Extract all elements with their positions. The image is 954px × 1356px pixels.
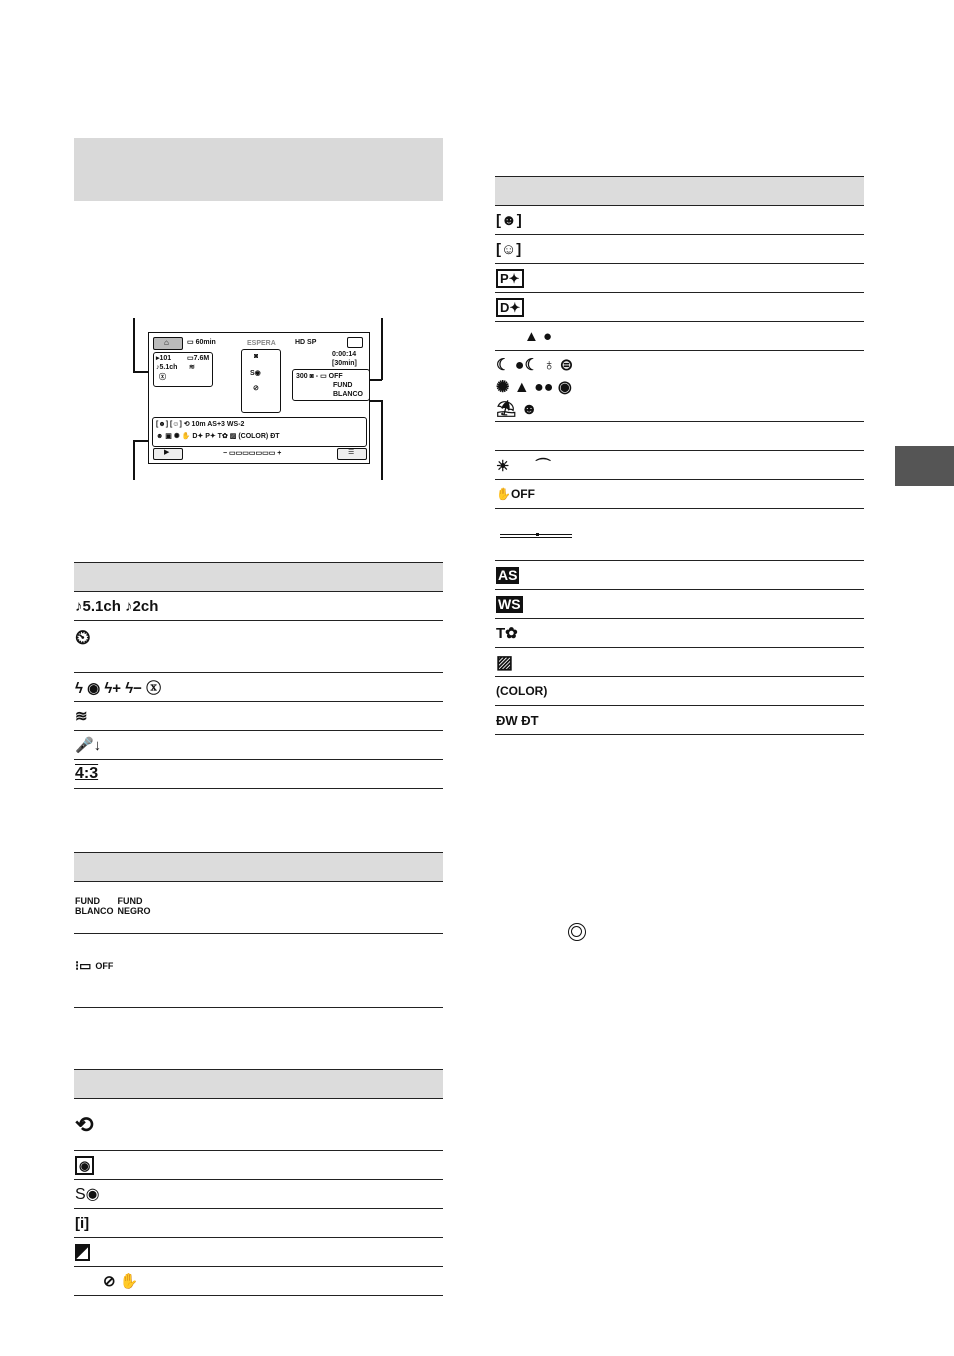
table-row [74, 621, 443, 673]
bottom-row-2: ☻ ▣ ✺ ✋ D✦ P✦ T✿ ▨ (COLOR) ÐT [156, 433, 280, 440]
table-row [495, 648, 864, 677]
shake-warning-icon: ⊘ ✋ [103, 1273, 139, 1290]
right-table [495, 176, 864, 735]
d-effect-icon: D✦ [496, 298, 524, 317]
table-row [74, 934, 443, 1008]
wifi-icon: ≋ [189, 364, 195, 371]
table-row [74, 1151, 443, 1180]
time-counter: 0:00:14 [332, 351, 357, 358]
table-row [495, 509, 864, 561]
aspect-icon: 4:3 [75, 765, 99, 782]
bg-label-2: BLANCO [333, 391, 363, 398]
table-row [74, 702, 443, 731]
table-row [495, 206, 864, 235]
flash-icons: ϟ ◉ ϟ+ ϟ− ⓧ [75, 679, 162, 697]
leader-line-right-bottom [381, 400, 383, 480]
bottom-row-1: [☻] [☺] ⟲ 10m AS+3 WS-2 [156, 421, 245, 428]
table-row [495, 706, 864, 735]
table-row [495, 677, 864, 706]
exposure-bar-icon [496, 531, 574, 539]
fader-icon: ▨ [496, 651, 514, 672]
image-size-indicator: ▭7.6M [187, 355, 210, 362]
home-icon: ⌂ [164, 338, 169, 347]
table-row [495, 351, 864, 422]
tele-macro-flower-icon: T✿ [496, 625, 518, 642]
burst-icon: ◙ [254, 353, 259, 360]
as-icon: AS [498, 566, 518, 583]
spot-meter-icon: ◉ [75, 1156, 94, 1175]
leader-line-right-top [381, 318, 383, 380]
flash-off-icon: ⓧ [159, 374, 166, 381]
audio-indicator: ♪5.1ch [156, 364, 178, 371]
table-row [495, 293, 864, 322]
table-row [74, 731, 443, 760]
table-row [495, 480, 864, 509]
remaining-time: [30min] [332, 360, 357, 367]
spot-focus-icon: S◉ [75, 1186, 100, 1203]
white-balance-icons: ☀ ⌒ [496, 457, 551, 475]
table-row [495, 561, 864, 590]
steady-shot-icon: S◉ [250, 370, 261, 377]
table-row [74, 1267, 443, 1296]
p-effect-icon: P✦ [496, 269, 524, 288]
photo-count: 300 ◙ - ▭ OFF [296, 373, 343, 380]
table-row [74, 1238, 443, 1267]
table-row [495, 590, 864, 619]
battery-indicator: ▭ 60min [187, 339, 216, 346]
mic-level-icon: 🎤↓ [75, 737, 102, 754]
table-header [74, 562, 443, 592]
status-text: ESPERA [247, 340, 276, 347]
leader-line-left-bottom [133, 440, 135, 480]
table-header [495, 176, 864, 206]
quality-indicator: HD SP [295, 339, 317, 346]
table-row [495, 264, 864, 293]
table-row [74, 760, 443, 789]
rotate-icon: ⊘ [253, 385, 259, 392]
back-button[interactable] [347, 337, 363, 348]
table-row [74, 882, 443, 934]
table-row [495, 619, 864, 648]
smile-shutter-icon: [☺] [496, 240, 522, 258]
exposure-slider[interactable]: − ▭▭▭▭▭▭▭ + [223, 450, 282, 457]
light-off-icon: ⁝▭ OFF [75, 958, 114, 973]
manual-focus-icon: [i] [75, 1214, 90, 1232]
table-row [495, 422, 864, 451]
wireless-icon: ≋ [75, 708, 88, 725]
leader-line-left-top [133, 318, 135, 372]
fund-negro-icon: FUND NEGRO [117, 896, 151, 916]
table-row [74, 1209, 443, 1238]
scene-auto-icons: ▲ ● [524, 327, 553, 345]
table-header [74, 852, 443, 882]
section-title-box [74, 138, 443, 201]
color-slow-shutter-icon: (COLOR) [496, 684, 548, 698]
steadyshot-off-icon: ✋OFF [496, 487, 535, 501]
leader-line-left-bottom-h [133, 440, 149, 442]
self-timer-icon: ⏲ [75, 627, 91, 649]
playback-icon: ▶ [164, 449, 170, 456]
conversion-lens-icons: ÐW ÐT [496, 712, 539, 728]
scene-icons: ☾ ●☾ ♁ ⊜ ✺ ▲ ●● ◉ ⛱ ☻ [496, 357, 574, 418]
option-button[interactable] [337, 448, 367, 460]
table-row [495, 235, 864, 264]
repeat-icon: ⟲ [75, 1111, 94, 1137]
option-icon: ☰ [348, 449, 355, 456]
table-row [495, 322, 864, 351]
left-table-1 [74, 562, 443, 789]
face-detect-icon: [☻] [496, 211, 522, 229]
center-icon-group [241, 349, 281, 413]
left-table-2 [74, 852, 443, 1008]
lcd-screen [148, 332, 370, 464]
table-row [74, 1180, 443, 1209]
fund-blanco-icon: FUND BLANCO [75, 896, 114, 916]
table-row [74, 1099, 443, 1151]
chapter-tab [895, 446, 954, 486]
left-table-3 [74, 1069, 443, 1296]
playback-button[interactable] [153, 448, 183, 460]
table-row [495, 451, 864, 480]
folder-indicator: ▸101 [156, 355, 172, 362]
prohibited-icon [568, 923, 586, 941]
bg-label-1: FUND [333, 382, 353, 389]
ws-icon: WS [498, 595, 521, 612]
home-button[interactable] [153, 337, 183, 350]
table-header [74, 1069, 443, 1099]
table-row: ♪5.1ch ♪2ch [74, 592, 443, 621]
table-row [74, 673, 443, 702]
tele-macro-icon: ◢ [77, 1243, 88, 1260]
